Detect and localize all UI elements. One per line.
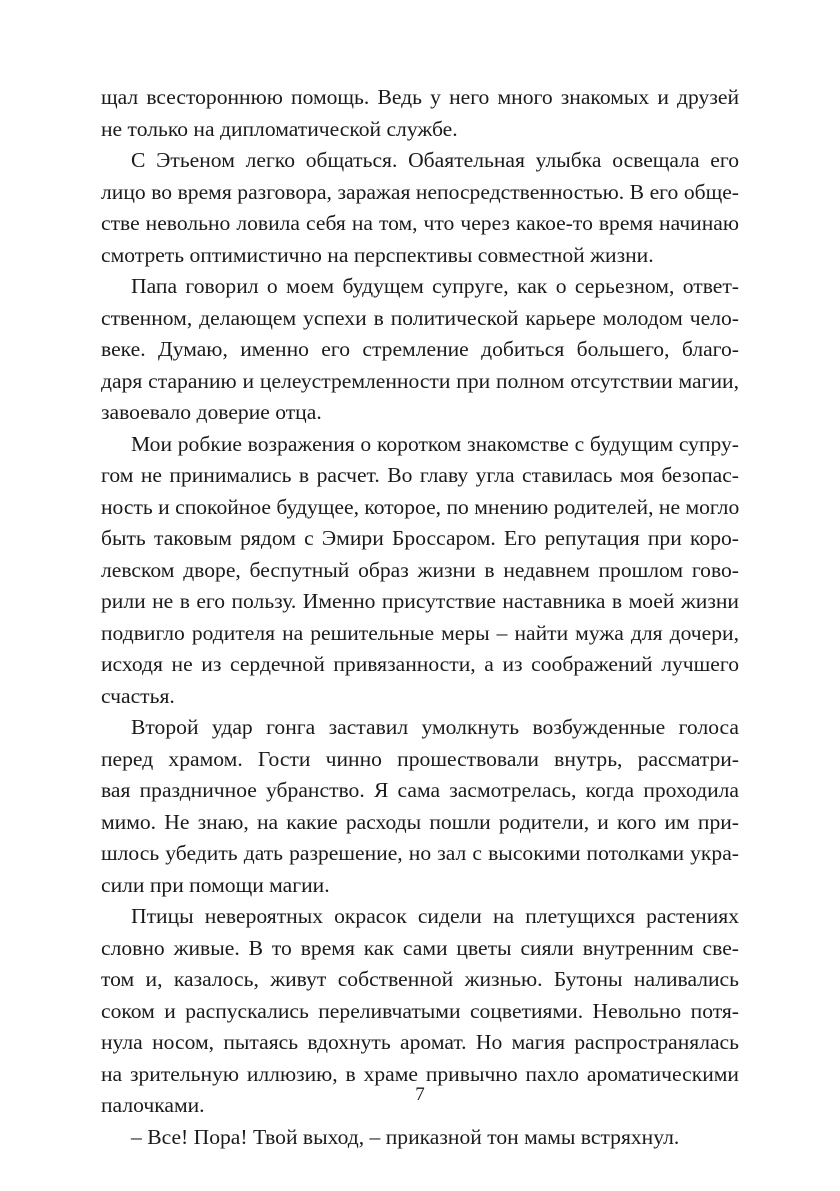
text-line: веке. Думаю, именно его стремление добиться большего, благо- xyxy=(101,337,739,361)
text-line: Второй удар гонга заставил умолкнуть возбужденные голоса xyxy=(131,715,739,739)
text-line: сили при помощи магии. xyxy=(101,872,330,897)
text-line: гом не принимались в расчет. Во главу угла ставилась моя безопас- xyxy=(101,463,739,487)
text-line: смотреть оптимистично на перспективы совместной жизни. xyxy=(101,242,654,267)
text-line: не только на дипломатической службе. xyxy=(101,116,458,141)
page-number: 7 xyxy=(415,1084,425,1105)
text-line: стве невольно ловила себя на том, что через какое-то время начинаю xyxy=(101,211,739,235)
paragraph xyxy=(101,271,739,429)
paragraph xyxy=(101,145,739,271)
text-line: завоевало доверие отца. xyxy=(101,400,322,424)
text-line: палочками. xyxy=(101,1093,205,1117)
text-line: щал всестороннюю помощь. Ведь у него много знакомых и друзей xyxy=(101,85,739,109)
body-text xyxy=(101,82,739,1153)
text-line: словно живые. В то время как сами цветы сияли внутренним све- xyxy=(101,935,739,960)
text-line: даря старанию и целеустремленности при полном отсутствии магии, xyxy=(101,368,739,393)
paragraph xyxy=(101,429,739,713)
text-line: левском дворе, беспутный образ жизни в недавнем прошлом гово- xyxy=(101,557,739,582)
text-line: том и, казалось, живут собственной жизнью. Бутоны наливались xyxy=(101,967,739,991)
text-line: перед храмом. Гости чинно прошествовали внутрь, рассматри- xyxy=(101,746,739,771)
text-line: исходя не из сердечной привязанности, а из соображений лучшего xyxy=(101,652,739,676)
text-line: счастья. xyxy=(101,683,175,708)
paragraph xyxy=(101,1122,739,1154)
text-line: ность и спокойное будущее, которое, по мнению родителей, не могло xyxy=(101,494,740,519)
text-line: ственном, делающем успехи в политической карьере молодом чело- xyxy=(101,305,739,330)
text-line: лицо во время разговора, заражая непосредственностью. В его обще- xyxy=(101,179,739,204)
text-line: С Этьеном легко общаться. Обаятельная улыбка освещала его xyxy=(131,148,739,172)
text-line: Птицы невероятных окрасок сидели на плетущихся растениях xyxy=(131,904,739,928)
text-line: рили не в его пользу. Именно присутствие наставника в моей жизни xyxy=(101,589,739,613)
text-line: соком и распускались переливчатыми соцветиями. Невольно потя- xyxy=(101,998,739,1023)
text-line: быть таковым рядом с Эмири Броссаром. Его репутация при коро- xyxy=(101,526,739,550)
text-line: шлось убедить дать разрешение, но зал с высокими потолками укра- xyxy=(101,841,739,865)
paragraph xyxy=(101,82,739,145)
text-line: вая праздничное убранство. Я сама засмотрелась, когда проходила xyxy=(101,778,739,802)
text-line: Мои робкие возражения о коротком знакомстве с будущим супру- xyxy=(131,431,739,456)
text-line: мимо. Не знаю, на какие расходы пошли родители, и кого им при- xyxy=(101,809,739,834)
text-line: нула носом, пытаясь вдохнуть аромат. Но магия распространялась xyxy=(101,1030,739,1054)
paragraph xyxy=(101,712,739,901)
text-line: на зрительную иллюзию, в храме привычно пахло ароматическими xyxy=(101,1061,739,1086)
text-line: – Все! Пора! Твой выход, – приказной тон мамы встряхнул. xyxy=(131,1124,680,1149)
text-line: подвигло родителя на решительные меры – найти мужа для дочери, xyxy=(101,620,739,645)
text-line: Папа говорил о моем будущем супруге, как о серьезном, ответ- xyxy=(131,274,739,298)
